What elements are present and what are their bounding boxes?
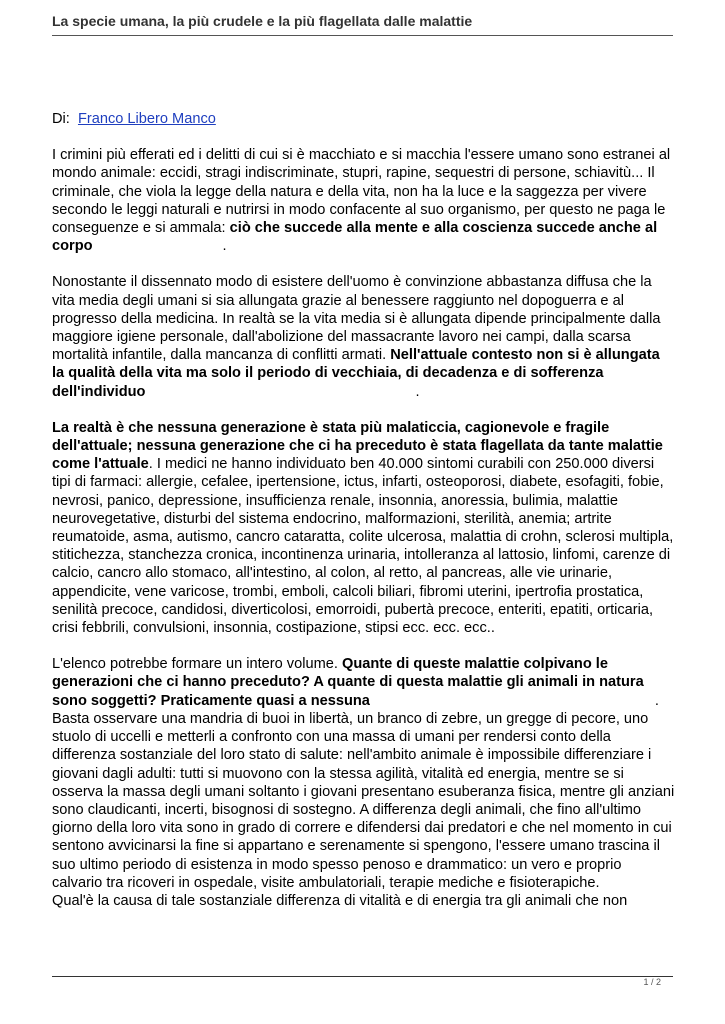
paragraph-1 — [52, 146, 675, 255]
author-link[interactable]: Franco Libero Manco — [77, 111, 216, 127]
page-header-title: La specie umana, la più crudele e la più flagellata dalle malattie — [52, 13, 473, 29]
paragraph-4-bold: Quante di queste malattie colpivano le generazioni che ci hanno preceduto? A quante di questa malattie gli animali in natura sono soggetti? Praticamente quasi a nessuna — [52, 656, 644, 709]
article-body — [52, 110, 675, 910]
spacer — [52, 401, 675, 419]
paragraph-3-bold: La realtà è che nessuna generazione è stata più malaticcia, cagionevole e fragile dell'attuale; nessuna generazione che ci ha preceduto è stata flagellata da tante malattie come l'attuale — [52, 419, 663, 473]
paragraph-4 — [52, 655, 675, 710]
paragraph-4-end: . — [654, 692, 659, 709]
paragraph-2-end: . — [415, 383, 420, 400]
paragraph-2 — [52, 273, 675, 400]
footer-divider — [52, 976, 673, 977]
paragraph-3-text: . I medici ne hanno individuato ben 40.000 sintomi curabili con 250.000 diversi tipi di farmaci: allergie, cefalee, ipertensione, ictus, infarti, osteoporosi, diabete, esofagiti, fobie, nevrosi, panico, depressione, insufficienza renale, insonnia, anoressia, bulimia, malattie neurovegetative, disturbi del sistema endocrino, malformazioni, sterilità, anemia; artrite reumatoide, asma, autismo, cancro cataratta, colite ulcerosa, malattia di crohn, sclerosi multipla, stitichezza, stanchezza cronica, incontinenza urinaria, intolleranza al lattosio, linfomi, carenze di calcio, cancro allo stomaco, all'intestino, al colon, al retto, al pancreas, alle vie urinarie, appendicite, vene varicose, trombi, emboli, calcoli biliari, fibromi uterini, ipertrofia prostatica, senilità precoce, candidosi, diverticolosi, emorroidi, pubertà precoce, enteriti, epatiti, orticaria, crisi febbrili, convulsioni, insonnia, costipazione, stipsi ecc. ecc. ecc.. — [52, 456, 674, 637]
paragraph-3 — [52, 419, 675, 637]
paragraph-1-bold: ciò che succede alla mente e alla coscienza succede anche al corpo — [52, 220, 658, 255]
spacer — [52, 637, 675, 655]
spacer — [52, 128, 675, 146]
paragraph-5: Basta osservare una mandria di buoi in libertà, un branco di zebre, un gregge di pecore, uno stuolo di uccelli e metterli a confronto con una massa di umani per rendersi conto della differenza sostanziale del loro stato di salute: nell'ambito animale è impossibile differenziare i giovani dagli adulti: tutti si muovono con la stessa agilità, vitalità ed energia, mentre se si osserva la massa degli umani soltanto i giovani presentano esuberanza fisica, mentre gli anziani sono claudicanti, incerti, bisognosi di sostegno. A differenza degli animali, che fino all'ultimo giorno della loro vita sono in grado di correre e difendersi dai predatori e che nel momento in cui sentono avvicinarsi la fine si appartano e serenamente si spengono, l'essere umano trascina il suo ultimo periodo di esistenza in modo spesso penoso e drammatico: un vero e proprio calvario tra ricoveri in ospedale, visite ambulatoriali, terapie mediche e fisioterapiche. — [52, 710, 675, 891]
byline — [52, 110, 675, 128]
page-number: 1 / 2 — [643, 977, 661, 987]
paragraph-4-text: L'elenco potrebbe formare un intero volume. — [52, 656, 342, 673]
spacer — [52, 255, 675, 273]
paragraph-6: Qual'è la causa di tale sostanziale differenza di vitalità e di energia tra gli animali che non — [52, 892, 628, 909]
header-divider — [52, 35, 673, 36]
byline-prefix: Di: — [52, 111, 70, 127]
paragraph-2-text: Nonostante il dissennato modo di esistere dell'uomo è convinzione abbastanza diffusa che la vita media degli umani si sia allungata grazie al benessere raggiunto nel dopoguerra e al progresso della medicina. In realtà se la vita media si è allungata dipende principalmente dalla maggiore igiene personale, dall'abolizione del massacrante lavoro nei campi, dalla scarsa mortalità infantile, dalla mancanza di conflitti armati. — [52, 274, 661, 364]
paragraph-2-bold: Nell'attuale contesto non si è allungata la qualità della vita ma solo il periodo di vecchiaia, di decadenza e di sofferenza dell'individuo — [52, 347, 660, 400]
paragraph-1-end: . — [222, 238, 227, 255]
paragraph-1-text: I crimini più efferati ed i delitti di cui si è macchiato e si macchia l'essere umano sono estranei al mondo animale: eccidi, stragi indiscriminate, stupri, rapine, sequestri di persone, schiavitù... Il criminale, che viola la legge della natura e della vita, non ha la luce e la saggezza per vivere secondo le leggi naturali e nutrirsi in modo confacente al suo organismo, per questo ne paga le conseguenze e si ammala: — [52, 147, 671, 237]
